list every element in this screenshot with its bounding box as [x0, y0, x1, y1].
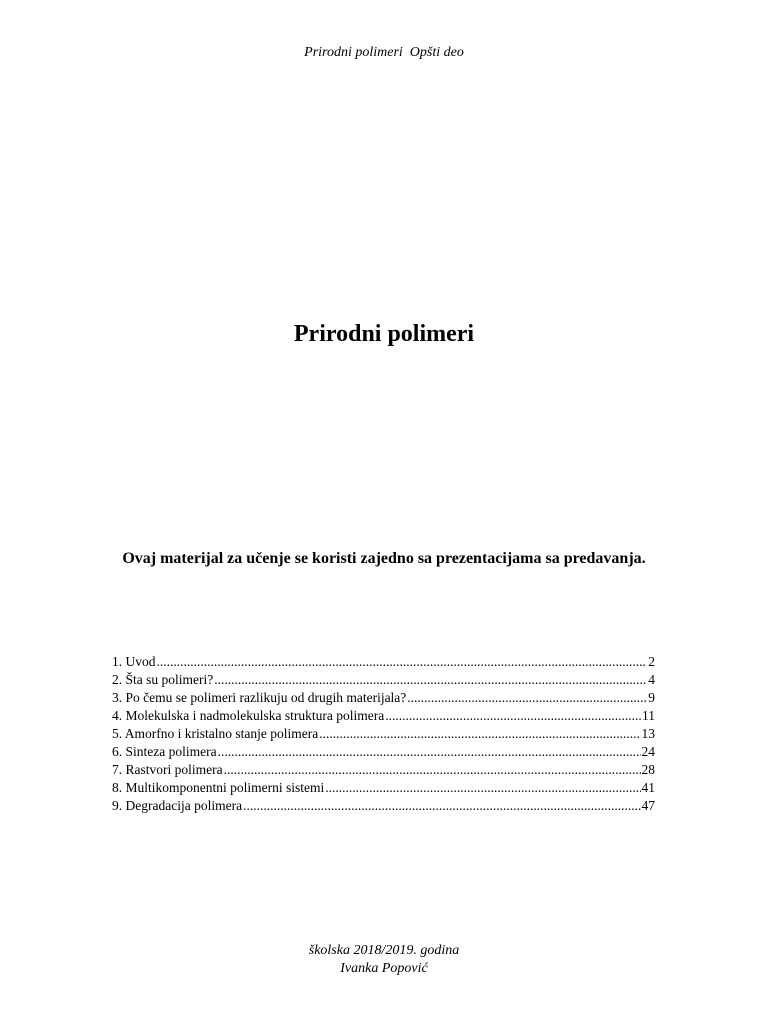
toc-entry-page: 13 — [641, 726, 655, 741]
toc-dot-leader — [319, 725, 640, 743]
toc-entry-struktura — [112, 707, 655, 725]
toc-entry-label: 2. Šta su polimeri? — [112, 672, 214, 687]
toc-entry-label: 8. Multikomponentni polimerni sistemi — [112, 780, 325, 795]
toc-entry-degradacija — [112, 797, 655, 815]
page-header: Prirodni polimeri Opšti deo — [304, 45, 464, 60]
toc-entry-page: 11 — [642, 708, 655, 723]
document-title: Prirodni polimeri — [293, 321, 475, 347]
toc-entry-page: 2 — [648, 654, 655, 669]
toc-entry-page: 41 — [641, 780, 655, 795]
toc-entry-amorfno-kristalno — [112, 725, 655, 743]
toc-dot-leader — [407, 689, 647, 707]
toc-entry-label: 5. Amorfno i kristalno stanje polimera — [112, 726, 319, 741]
toc-entry-label: 6. Sinteza polimera — [112, 744, 217, 759]
toc-entry-label: 1. Uvod — [112, 654, 156, 669]
toc-entry-razlike — [112, 689, 655, 707]
toc-entry-sta-su-polimeri — [112, 671, 655, 689]
toc-entry-page: 47 — [641, 798, 655, 813]
toc-entry-label: 4. Molekulska i nadmolekulska struktura polimera — [112, 708, 385, 723]
toc-entry-multikomponentni — [112, 779, 655, 797]
toc-entry-uvod — [112, 653, 655, 671]
toc-entry-sinteza — [112, 743, 655, 761]
school-year: školska 2018/2019. godina — [308, 943, 460, 958]
toc-entry-page: 28 — [641, 762, 655, 777]
toc-dot-leader — [218, 743, 641, 761]
toc-entry-page: 24 — [641, 744, 655, 759]
toc-dot-leader — [224, 761, 641, 779]
toc-dot-leader — [325, 779, 640, 797]
toc-dot-leader — [157, 653, 648, 671]
toc-entry-page: 9 — [648, 690, 655, 705]
table-of-contents — [112, 653, 655, 815]
author-name: Ivanka Popović — [340, 961, 428, 976]
toc-entry-rastvori — [112, 761, 655, 779]
toc-dot-leader — [243, 797, 640, 815]
toc-dot-leader — [385, 707, 641, 725]
toc-entry-label: 9. Degradacija polimera — [112, 798, 243, 813]
toc-entry-label: 7. Rastvori polimera — [112, 762, 223, 777]
toc-entry-label: 3. Po čemu se polimeri razlikuju od drugih materijala? — [112, 690, 407, 705]
page-footer — [0, 942, 768, 978]
toc-entry-page: 4 — [648, 672, 655, 687]
study-material-note: Ovaj materijal za učenje se koristi zajedno sa prezentacijama sa predavanja. — [122, 550, 646, 567]
toc-dot-leader — [214, 671, 647, 689]
